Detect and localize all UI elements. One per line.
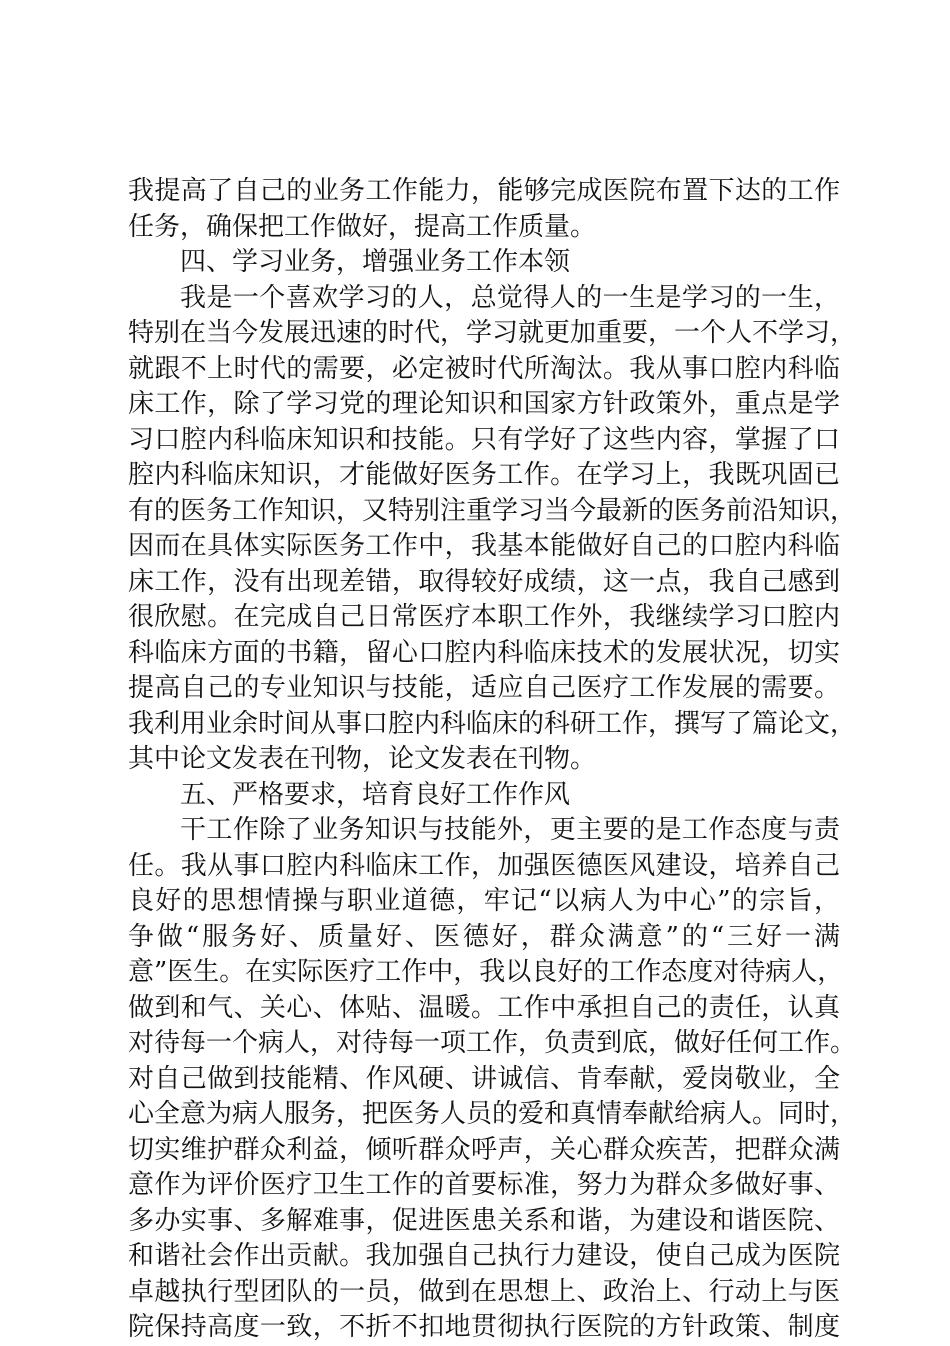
text-line: 意作为评价医疗卫生工作的首要标准，努力为群众多做好事、 [128, 1170, 840, 1200]
text-line: 做到和气、关心、体贴、温暖。工作中承担自己的责任，认真 [128, 992, 840, 1023]
text-line: 我是一个喜欢学习的人，总觉得人的一生是学习的一生， [180, 282, 840, 313]
text-line: 对自己做到技能精、作风硬、讲诚信、肯奉献，爱岗敬业，全 [128, 1063, 840, 1094]
text-line: 和谐社会作出贡献。我加强自己执行力建设，使自己成为医院 [128, 1241, 840, 1271]
text-line: 我利用业余时间从事口腔内科临床的科研工作，撰写了篇论文， [128, 708, 857, 739]
text-line: 其中论文发表在刊物，论文发表在刊物。 [128, 744, 597, 774]
text-line: 我提高了自己的业务工作能力，能够完成医院布置下达的工作 [128, 176, 840, 206]
text-line: 有的医务工作知识，又特别注重学习当今最新的医务前沿知识， [128, 495, 857, 526]
section-heading-four: 四、学习业务，增强业务工作本领 [180, 247, 571, 277]
text-line: 院保持高度一致，不折不扣地贯彻执行医院的方针政策、制度 [128, 1312, 840, 1342]
text-line: 床工作，除了学习党的理论知识和国家方针政策外，重点是学 [128, 389, 840, 419]
text-line: 心全意为病人服务，把医务人员的爱和真情奉献给病人。同时， [128, 1099, 857, 1129]
text-line: 特别在当今发展迅速的时代，学习就更加重要，一个人不学习， [128, 318, 857, 348]
text-line: 就跟不上时代的需要，必定被时代所淘汰。我从事口腔内科临 [128, 353, 840, 384]
text-line: 科临床方面的书籍，留心口腔内科临床技术的发展状况，切实 [128, 637, 840, 668]
text-line: 良好的思想情操与职业道德，牢记“以病人为中心”的宗旨， [128, 886, 840, 916]
text-line: 意”医生。在实际医疗工作中，我以良好的工作态度对待病人， [128, 957, 844, 987]
text-line: 争做“服务好、质量好、医德好，群众满意”的“三好一满 [128, 921, 840, 952]
text-line: 床工作，没有出现差错，取得较好成绩，这一点，我自己感到 [128, 566, 840, 597]
text-line: 多办实事、多解难事，促进医患关系和谐，为建设和谐医院、 [128, 1205, 840, 1236]
text-line: 干工作除了业务知识与技能外，更主要的是工作态度与责 [180, 815, 840, 845]
text-line: 对待每一个病人，对待每一项工作，负责到底，做好任何工作。 [128, 1028, 857, 1058]
text-line: 任务，确保把工作做好，提高工作质量。 [128, 211, 597, 242]
text-line: 切实维护群众利益，倾听群众呼声，关心群众疾苦，把群众满 [128, 1134, 840, 1165]
text-line: 很欣慰。在完成自己日常医疗本职工作外，我继续学习口腔内 [128, 602, 840, 632]
section-heading-five: 五、严格要求，培育良好工作作风 [180, 779, 571, 810]
text-line: 腔内科临床知识，才能做好医务工作。在学习上，我既巩固已 [128, 460, 840, 490]
text-line: 任。我从事口腔内科临床工作，加强医德医风建设，培养自己 [128, 850, 840, 881]
text-line: 因而在具体实际医务工作中，我基本能做好自己的口腔内科临 [128, 531, 840, 561]
text-line: 习口腔内科临床知识和技能。只有学好了这些内容，掌握了口 [128, 424, 840, 455]
text-line: 提高自己的专业知识与技能，适应自己医疗工作发展的需要。 [128, 673, 840, 703]
body-text [128, 174, 857, 1346]
text-line: 卓越执行型团队的一员，做到在思想上、政治上、行动上与医 [128, 1276, 840, 1307]
